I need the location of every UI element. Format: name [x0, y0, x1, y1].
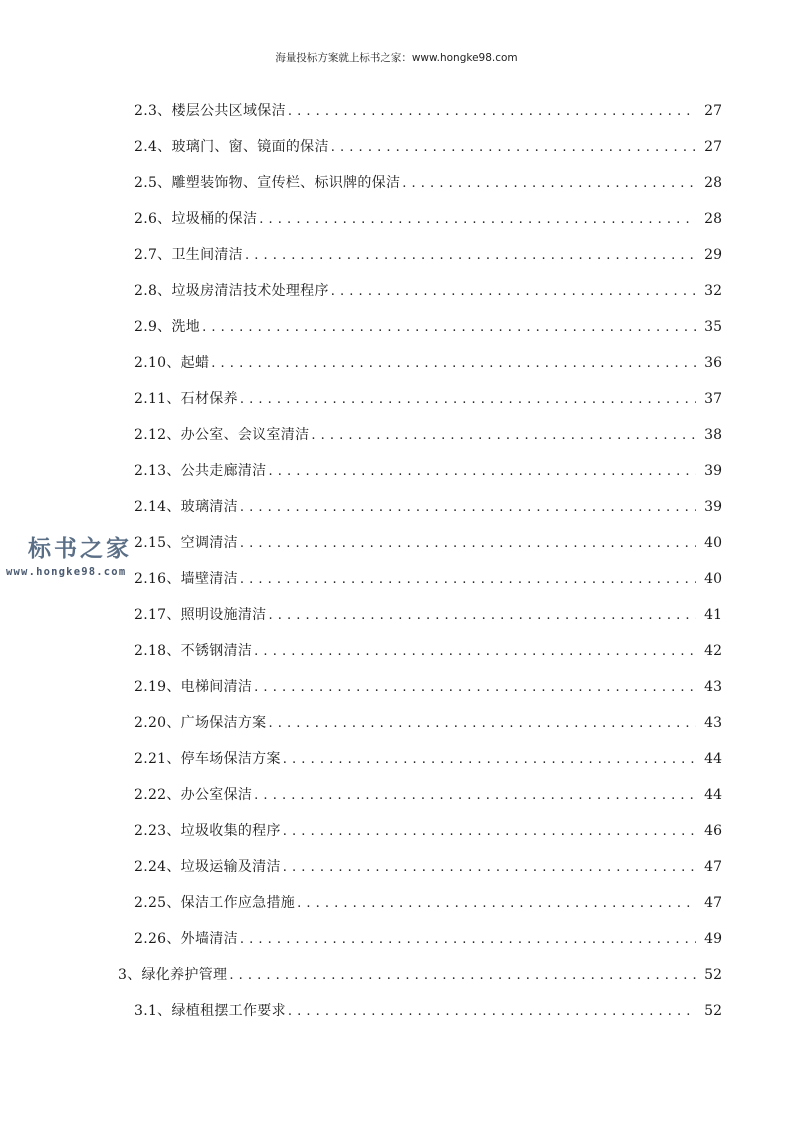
toc-entry-label: 2.15、空调清洁 [134, 535, 238, 551]
toc-dot-leader [402, 172, 696, 194]
toc-entry[interactable] [134, 496, 722, 518]
toc-entry-label: 2.19、电梯间清洁 [134, 679, 253, 695]
toc-dot-leader [229, 964, 696, 986]
toc-dot-leader [283, 856, 696, 878]
toc-entry-page: 47 [704, 895, 722, 911]
toc-entry[interactable] [134, 532, 722, 554]
toc-entry-page: 39 [704, 463, 722, 479]
toc-dot-leader [245, 244, 696, 266]
toc-dot-leader [331, 136, 696, 158]
toc-entry-page: 40 [704, 535, 722, 551]
toc-dot-leader [211, 352, 696, 374]
watermark-title: 标书之家 [28, 536, 132, 562]
toc-entry[interactable] [134, 928, 722, 950]
toc-entry-label: 2.18、不锈钢清洁 [134, 643, 253, 659]
toc-entry-label: 2.7、卫生间清洁 [134, 247, 243, 263]
page-header: 海量投标方案就上标书之家：www.hongke98.com [275, 52, 518, 64]
toc-dot-leader [283, 820, 696, 842]
watermark-logo [6, 536, 146, 580]
toc-entry-label: 2.17、照明设施清洁 [134, 607, 267, 623]
toc-entry-label: 2.16、墙壁清洁 [134, 571, 238, 587]
toc-entry-page: 44 [704, 787, 722, 803]
toc-entry-label: 2.4、玻璃门、窗、镜面的保洁 [134, 139, 329, 155]
toc-entry[interactable] [134, 784, 722, 806]
toc-entry-label: 2.11、石材保养 [134, 391, 238, 407]
toc-entry[interactable] [134, 352, 722, 374]
toc-entry[interactable] [134, 712, 722, 734]
toc-dot-leader [311, 424, 696, 446]
toc-entry-page: 28 [704, 175, 722, 191]
toc-dot-leader [259, 208, 696, 230]
toc-entry-page: 37 [704, 391, 722, 407]
toc-entry-page: 49 [704, 931, 722, 947]
toc-entry-label: 2.25、保洁工作应急措施 [134, 895, 296, 911]
toc-entry-page: 41 [704, 607, 722, 623]
toc-dot-leader [254, 784, 696, 806]
toc-entry[interactable] [134, 424, 722, 446]
toc-entry-page: 40 [704, 571, 722, 587]
toc-entry-page: 46 [704, 823, 722, 839]
toc-entry[interactable] [134, 676, 722, 698]
toc-entry-label: 2.13、公共走廊清洁 [134, 463, 267, 479]
toc-entry-label: 3.1、绿植租摆工作要求 [134, 1003, 286, 1019]
toc-entry[interactable] [134, 100, 722, 122]
toc-entry-label: 2.9、洗地 [134, 319, 201, 335]
toc-entry[interactable] [134, 820, 722, 842]
toc-dot-leader [254, 676, 696, 698]
toc-entry[interactable] [134, 172, 722, 194]
toc-entry[interactable] [134, 208, 722, 230]
toc-entry-page: 35 [704, 319, 722, 335]
toc-dot-leader [268, 460, 696, 482]
toc-entry-page: 52 [704, 1003, 722, 1019]
toc-entry-page: 28 [704, 211, 722, 227]
toc-entry-label: 3、绿化养护管理 [118, 967, 228, 983]
toc-entry-label: 2.6、垃圾桶的保洁 [134, 211, 258, 227]
toc-entry-label: 2.23、垃圾收集的程序 [134, 823, 281, 839]
toc-entry[interactable] [134, 316, 722, 338]
toc-dot-leader [331, 280, 696, 302]
toc-entry[interactable] [134, 388, 722, 410]
toc-entry[interactable] [118, 964, 722, 986]
toc-entry[interactable] [134, 856, 722, 878]
toc-dot-leader [288, 1000, 696, 1022]
toc-entry[interactable] [134, 640, 722, 662]
toc-entry-page: 38 [704, 427, 722, 443]
toc-entry-page: 43 [704, 715, 722, 731]
toc-entry-page: 44 [704, 751, 722, 767]
toc-entry-page: 47 [704, 859, 722, 875]
toc-entry-page: 27 [704, 103, 722, 119]
toc-dot-leader [268, 604, 696, 626]
toc-entry-page: 29 [704, 247, 722, 263]
toc-dot-leader [240, 532, 696, 554]
toc-entry-label: 2.5、雕塑装饰物、宣传栏、标识牌的保洁 [134, 175, 401, 191]
toc-entry-label: 2.14、玻璃清洁 [134, 499, 238, 515]
toc-entry-label: 2.8、垃圾房清洁技术处理程序 [134, 283, 329, 299]
toc-dot-leader [202, 316, 696, 338]
toc-entry-page: 36 [704, 355, 722, 371]
watermark-url: www.hongke98.com [6, 566, 127, 578]
toc-entry-page: 52 [704, 967, 722, 983]
toc-entry[interactable] [134, 136, 722, 158]
toc-entry-label: 2.22、办公室保洁 [134, 787, 253, 803]
toc-entry-label: 2.24、垃圾运输及清洁 [134, 859, 281, 875]
toc-entry-label: 2.21、停车场保洁方案 [134, 751, 281, 767]
toc-entry[interactable] [134, 748, 722, 770]
toc-entry-label: 2.10、起蜡 [134, 355, 210, 371]
toc-entry-label: 2.20、广场保洁方案 [134, 715, 267, 731]
toc-dot-leader [288, 100, 696, 122]
toc-dot-leader [268, 712, 696, 734]
toc-dot-leader [240, 568, 696, 590]
toc-entry[interactable] [134, 568, 722, 590]
toc-entry[interactable] [134, 280, 722, 302]
toc-entry-label: 2.3、楼层公共区域保洁 [134, 103, 286, 119]
toc-entry-page: 32 [704, 283, 722, 299]
toc-dot-leader [254, 640, 696, 662]
toc-entry-page: 43 [704, 679, 722, 695]
toc-entry-label: 2.26、外墙清洁 [134, 931, 238, 947]
toc-entry[interactable] [134, 892, 722, 914]
toc-entry[interactable] [134, 604, 722, 626]
toc-entry-page: 42 [704, 643, 722, 659]
toc-dot-leader [283, 748, 696, 770]
toc-entry[interactable] [134, 460, 722, 482]
toc-dot-leader [240, 496, 696, 518]
toc-entry-label: 2.12、办公室、会议室清洁 [134, 427, 310, 443]
toc-entry-page: 39 [704, 499, 722, 515]
toc-dot-leader [240, 928, 696, 950]
toc-entry[interactable] [134, 244, 722, 266]
toc-entry-page: 27 [704, 139, 722, 155]
toc-dot-leader [240, 388, 696, 410]
toc-entry[interactable] [134, 1000, 722, 1022]
toc-dot-leader [297, 892, 696, 914]
